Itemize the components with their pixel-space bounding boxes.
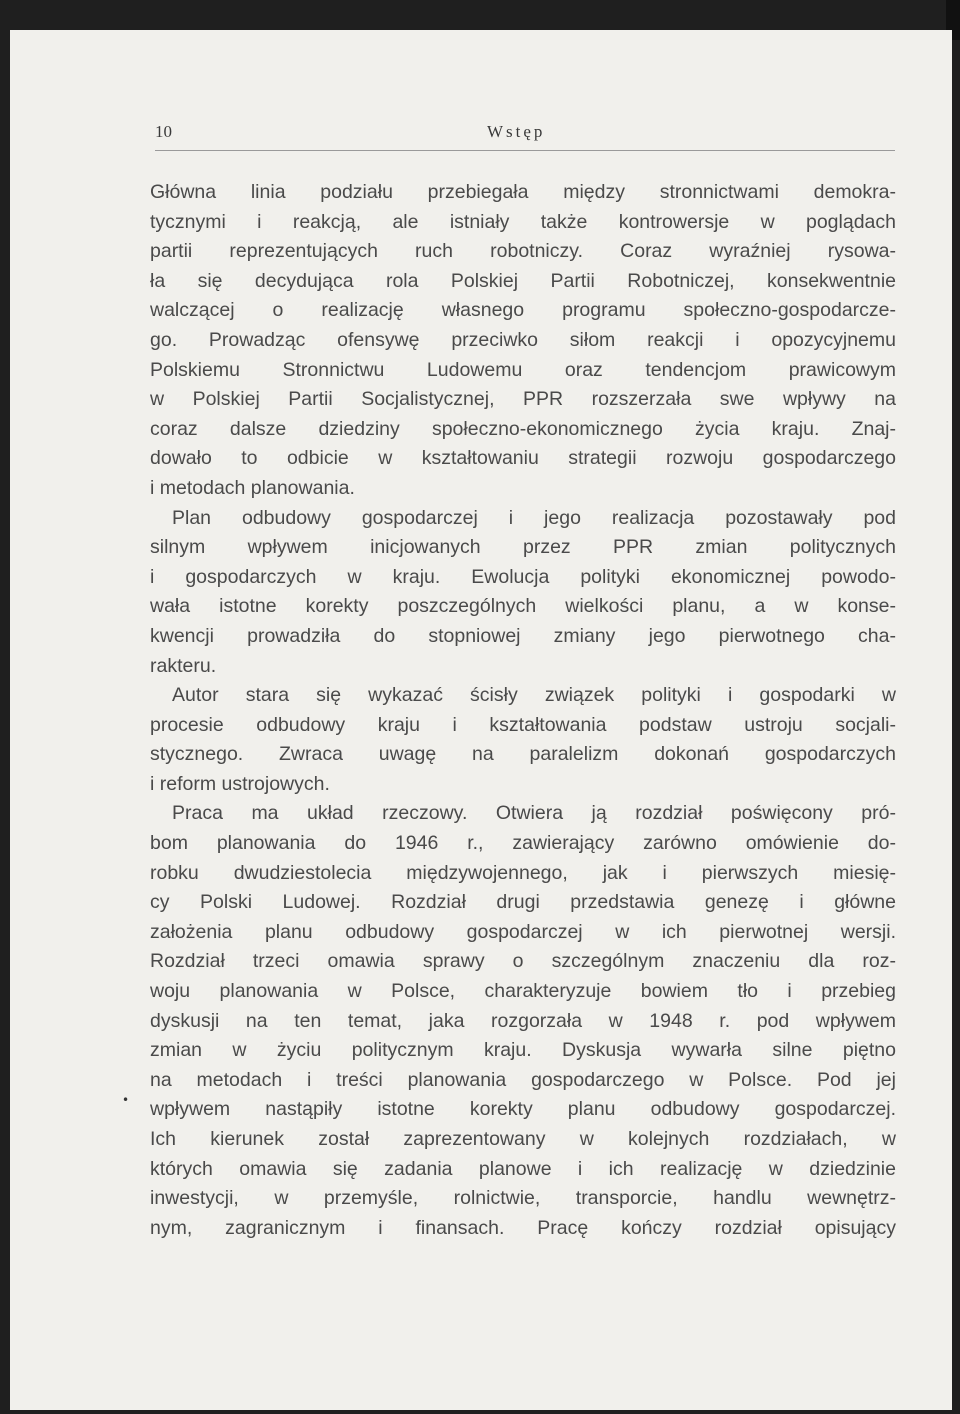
text-line: bom planowania do 1946 r., zawierający zarówno omówienie do- (150, 832, 896, 855)
text-line: coraz dalsze dziedziny społeczno-ekonomicznego życia kraju. Znaj- (150, 417, 896, 440)
text-line: wpływem nastąpiły istotne korekty planu odbudowy gospodarczej. (150, 1098, 896, 1121)
text-line: walczącej o realizację własnego programu społeczno-gospodarcze- (150, 299, 896, 322)
text-line: Autor stara się wykazać ścisły związek polityki i gospodarki w (172, 684, 896, 707)
page-header (155, 118, 895, 152)
text-line: Rozdział trzeci omawia sprawy o szczególnym znaczeniu dla roz- (150, 950, 896, 973)
text-line: tycznymi i reakcją, ale istniały także kontrowersje w poglądach (150, 210, 896, 233)
text-line: Główna linia podziału przebiegała między stronnictwami demokra- (150, 181, 896, 203)
text-line: ła się decydująca rola Polskiej Partii Robotniczej, konsekwentnie (150, 269, 896, 292)
text-line: i reform ustrojowych. (150, 772, 330, 795)
text-line: partii reprezentujących ruch robotniczy. Coraz wyraźniej rysowa- (150, 240, 896, 263)
text-line: Plan odbudowy gospodarczej i jego realizacja pozostawały pod (172, 506, 896, 529)
text-line: silnym wpływem inicjowanych przez PPR zmian politycznych (150, 536, 896, 559)
text-line: robku dwudziestolecia międzywojennego, jak i pierwszych miesię- (150, 861, 896, 884)
text-line: woju planowania w Polsce, charakteryzuje bowiem tło i przebieg (150, 980, 896, 1003)
text-line: w Polskiej Partii Socjalistycznej, PPR rozszerzała swe wpływy na (150, 388, 896, 411)
text-line: inwestycji, w przemyśle, rolnictwie, transporcie, handlu wewnętrz- (150, 1187, 896, 1210)
text-line: zmian w życiu politycznym kraju. Dyskusja wywarła silne piętno (150, 1039, 896, 1062)
body-text (150, 178, 896, 1243)
text-line: rakteru. (150, 654, 217, 677)
text-line: Praca ma układ rzeczowy. Otwiera ją rozdział poświęcony pró- (172, 802, 896, 825)
text-line: go. Prowadząc ofensywę przeciwko siłom reakcji i opozycyjnemu (150, 328, 896, 351)
text-line: i metodach planowania. (150, 476, 355, 499)
header-rule (155, 150, 895, 151)
running-head: Wstęp (487, 122, 546, 141)
text-line: cy Polski Ludowej. Rozdział drugi przedstawia genezę i główne (150, 891, 896, 914)
margin-mark: • (122, 1093, 130, 1107)
page-number: 10 (155, 122, 172, 141)
text-line: wała istotne korekty poszczególnych wielkości planu, a w konse- (150, 595, 896, 618)
text-line: nym, zagranicznym i finansach. Pracę kończy rozdział opisujący (150, 1216, 896, 1239)
text-line: Ich kierunek został zaprezentowany w kolejnych rozdziałach, w (150, 1128, 896, 1150)
text-line: dyskusji na ten temat, jaka rozgorzała w 1948 r. pod wpływem (150, 1009, 896, 1032)
text-line: na metodach i treści planowania gospodarczego w Polsce. Pod jej (150, 1068, 896, 1091)
text-line: i gospodarczych w kraju. Ewolucja polityki ekonomicznej powodo- (150, 565, 896, 588)
text-line: dowało to odbicie w kształtowaniu strategii rozwoju gospodarczego (150, 447, 896, 470)
text-line: procesie odbudowy kraju i kształtowania podstaw ustroju socjali- (150, 713, 896, 736)
text-line: Polskiemu Stronnictwu Ludowemu oraz tendencjom prawicowym (150, 358, 896, 381)
text-line: których omawia się zadania planowe i ich realizację w dziedzinie (150, 1157, 896, 1180)
text-line: kwencji prowadziła do stopniowej zmiany jego pierwotnego cha- (150, 624, 896, 647)
text-line: stycznego. Zwraca uwagę na paralelizm dokonań gospodarczych (150, 743, 896, 766)
text-line: założenia planu odbudowy gospodarczej w ich pierwotnej wersji. (150, 920, 896, 943)
